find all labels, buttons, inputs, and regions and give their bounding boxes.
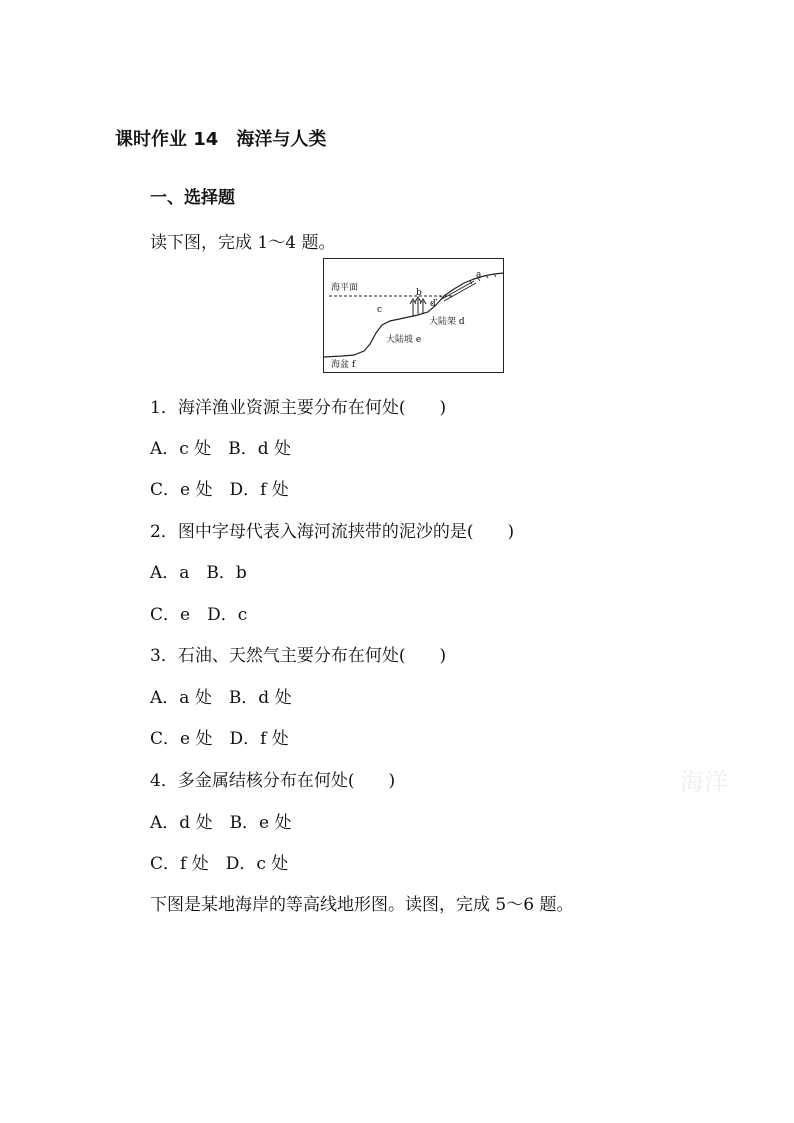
label-b: b [416,288,422,298]
question-4-options-cd: C．f 处 D．c 处 [150,854,289,874]
watermark: 海洋 [680,768,728,796]
label-continental-shelf: 大陆架 d [429,317,465,327]
question-4-options-ab: A．d 处 B．e 处 [150,813,292,833]
question-1-stem: 1．海洋渔业资源主要分布在何处( ) [150,398,447,418]
label-sea-level: 海平面 [331,283,359,293]
label-continental-slope: 大陆坡 e [386,335,422,345]
question-1-options-cd: C．e 处 D．f 处 [150,480,289,500]
section-heading: 一、选择题 [150,188,235,208]
label-a: a [476,270,482,280]
question-2-options-ab: A．a B．b [150,563,247,583]
question-2-stem: 2．图中字母代表入海河流挟带的泥沙的是( ) [150,522,515,542]
question-2-options-cd: C．e D．c [150,605,248,625]
question-1-options-ab: A．c 处 B．d 处 [150,439,291,459]
intro-text-2: 下图是某地海岸的等高线地形图。读图，完成 5～6 题。 [150,895,574,915]
label-d: d [430,299,436,309]
question-3-options-ab: A．a 处 B．d 处 [150,688,292,708]
question-4-stem: 4．多金属结核分布在何处( ) [150,771,396,791]
intro-text-1: 读下图，完成 1～4 题。 [150,233,336,253]
label-ocean-basin: 海盆 f [331,360,356,370]
label-c: c [377,305,383,315]
river-line-a [442,281,474,299]
ocean-profile-figure [323,258,504,373]
question-3-stem: 3．石油、天然气主要分布在何处( ) [150,646,447,666]
question-3-options-cd: C．e 处 D．f 处 [150,729,289,749]
page-title: 课时作业 14 海洋与人类 [115,129,327,150]
